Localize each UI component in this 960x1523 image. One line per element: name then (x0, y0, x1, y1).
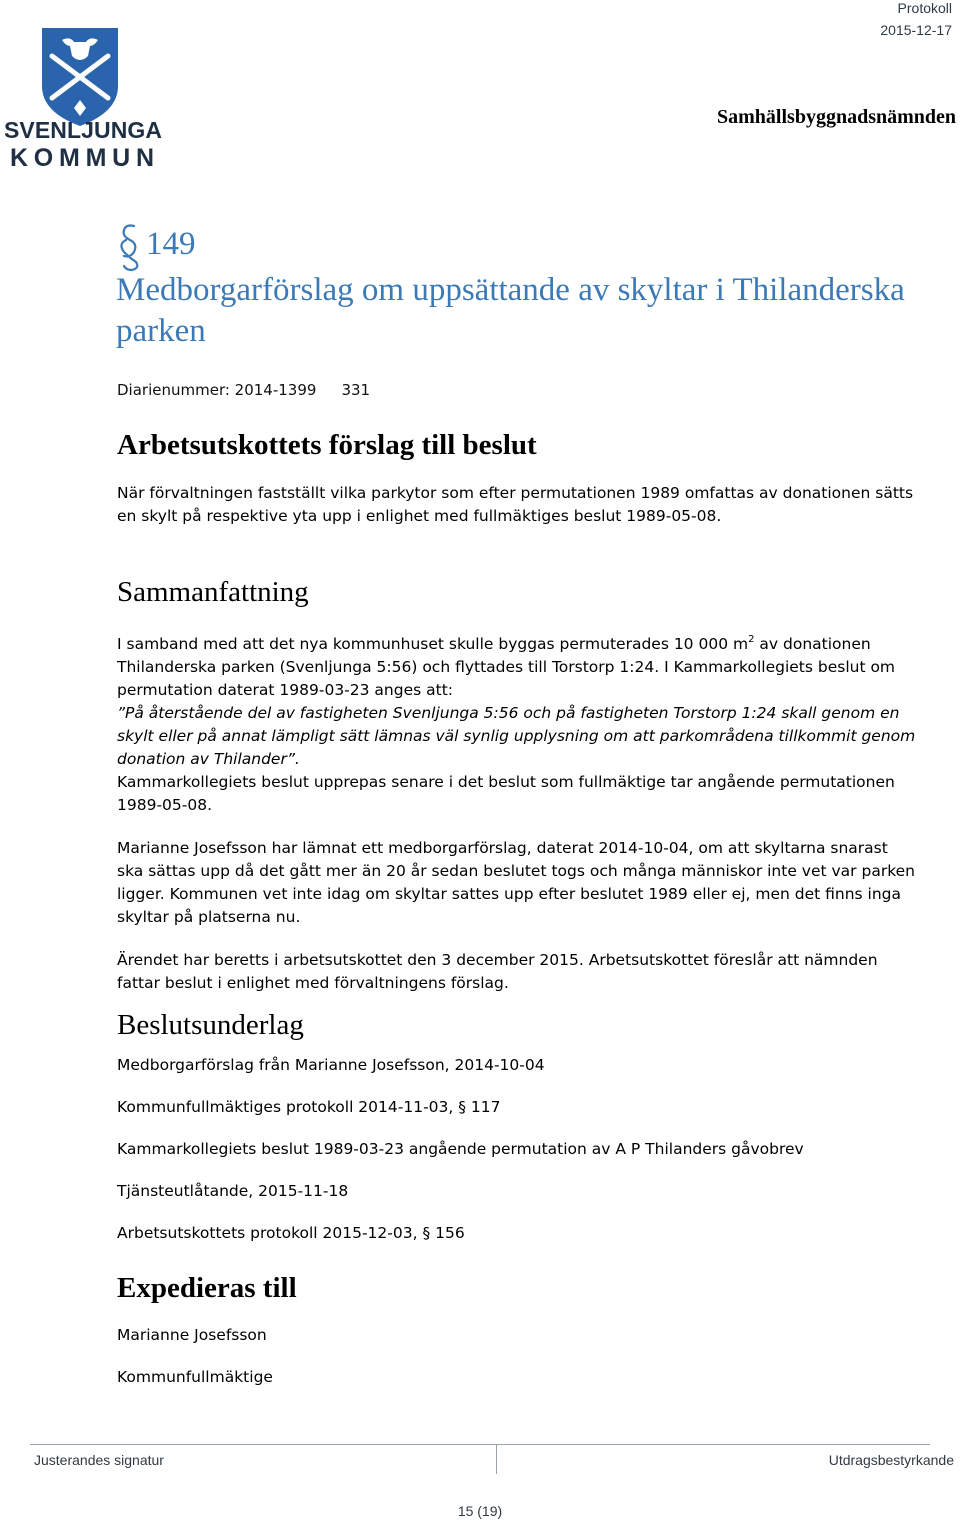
dispatch-heading: Expedieras till (117, 1272, 297, 1304)
dispatch-item: Marianne Josefsson (117, 1326, 267, 1344)
basis-item: Kammarkollegiets beslut 1989-03-23 angående permutation av A P Thilanders gåvobrev (117, 1140, 804, 1158)
basis-item: Tjänsteutlåtande, 2015-11-18 (117, 1182, 349, 1200)
dispatch-list (117, 1324, 917, 1389)
certification-label: Utdragsbestyrkande (828, 1452, 954, 1468)
proposal-text (117, 482, 917, 528)
committee-name: Samhällsbyggnadsnämnden (717, 106, 956, 128)
svg-text:KOMMUN: KOMMUN (10, 144, 154, 172)
summary-paragraph-3: Ärendet har beretts i arbetsutskottet den 3 december 2015. Arbetsutskottet föreslår att nämnden fattar beslut i enlighet med förvaltningens förslag. (117, 951, 878, 992)
basis-item: Medborgarförslag från Marianne Josefsson, 2014-10-04 (117, 1056, 545, 1074)
footer-divider (30, 1444, 930, 1445)
coat-of-arms-icon (4, 26, 164, 172)
document-type: Protokoll (897, 0, 952, 16)
basis-heading: Beslutsunderlag (117, 1009, 304, 1041)
proposal-heading: Arbetsutskottets förslag till beslut (117, 429, 537, 461)
dispatch-item: Kommunfullmäktige (117, 1368, 273, 1386)
paragraph-sign-icon (116, 222, 142, 272)
signature-label: Justerandes signatur (34, 1452, 164, 1468)
summary-body (117, 628, 917, 995)
summary-paragraph-1-end: Kammarkollegiets beslut upprepas senare i det beslut som fullmäktige tar angående permutationen 1989-05-08. (117, 773, 895, 814)
basis-item: Arbetsutskottets protokoll 2015-12-03, § 156 (117, 1224, 465, 1242)
diarienummer-code: 331 (341, 381, 371, 399)
basis-item: Kommunfullmäktiges protokoll 2014-11-03, § 117 (117, 1098, 501, 1116)
page-number: 15 (19) (457, 1503, 503, 1519)
summary-paragraph-1: I samband med att det nya kommunhuset skulle byggas permuterades 10 000 $m^2$ av donationen Thilanderska parken (Svenljunga 5:56) och flyttades till Torstorp 1:24. I Kammarkollegiets beslut om permutation daterat 1989-03-23 anges att: (117, 634, 896, 699)
basis-list (117, 1054, 917, 1245)
proposal-paragraph: När förvaltningen fastställt vilka parkytor som efter permutationen 1989 omfattas av donationen sätts en skylt på respektive yta upp i enlighet med fullmäktiges beslut 1989-05-08. (117, 484, 914, 525)
section-title: Medborgarförslag om uppsättande av skyltar i Thilanderska parken (116, 272, 905, 349)
svenljunga-kommun-logo (4, 26, 164, 172)
section-number: 149 (146, 226, 196, 262)
summary-heading: Sammanfattning (117, 576, 309, 608)
document-date: 2015-12-17 (880, 22, 952, 38)
diarienummer (117, 381, 370, 399)
summary-quote: ”På återstående del av fastigheten Svenljunga 5:56 och på fastigheten Torstorp 1:24 skall genom en skylt eller på annat lämpligt sätt lämnas väl synlig upplysning om att parkområdena tillkommit genom donation av Thilander”. (117, 704, 916, 768)
summary-paragraph-2: Marianne Josefsson har lämnat ett medborgarförslag, daterat 2014-10-04, om att skyltarna snarast ska sättas upp då det gått mer än 20 år sedan beslutet togs och många människor inte vet var parken ligger. Kommunen vet inte idag om skyltar sattes upp efter beslutet 1989 eller ej, men det finns inga skyltar på platserna nu. (117, 839, 915, 926)
svg-text:SVENLJUNGA: SVENLJUNGA (4, 117, 162, 143)
footer-separator (496, 1444, 497, 1474)
diarienummer-label: Diarienummer: 2014-1399 (117, 381, 317, 399)
